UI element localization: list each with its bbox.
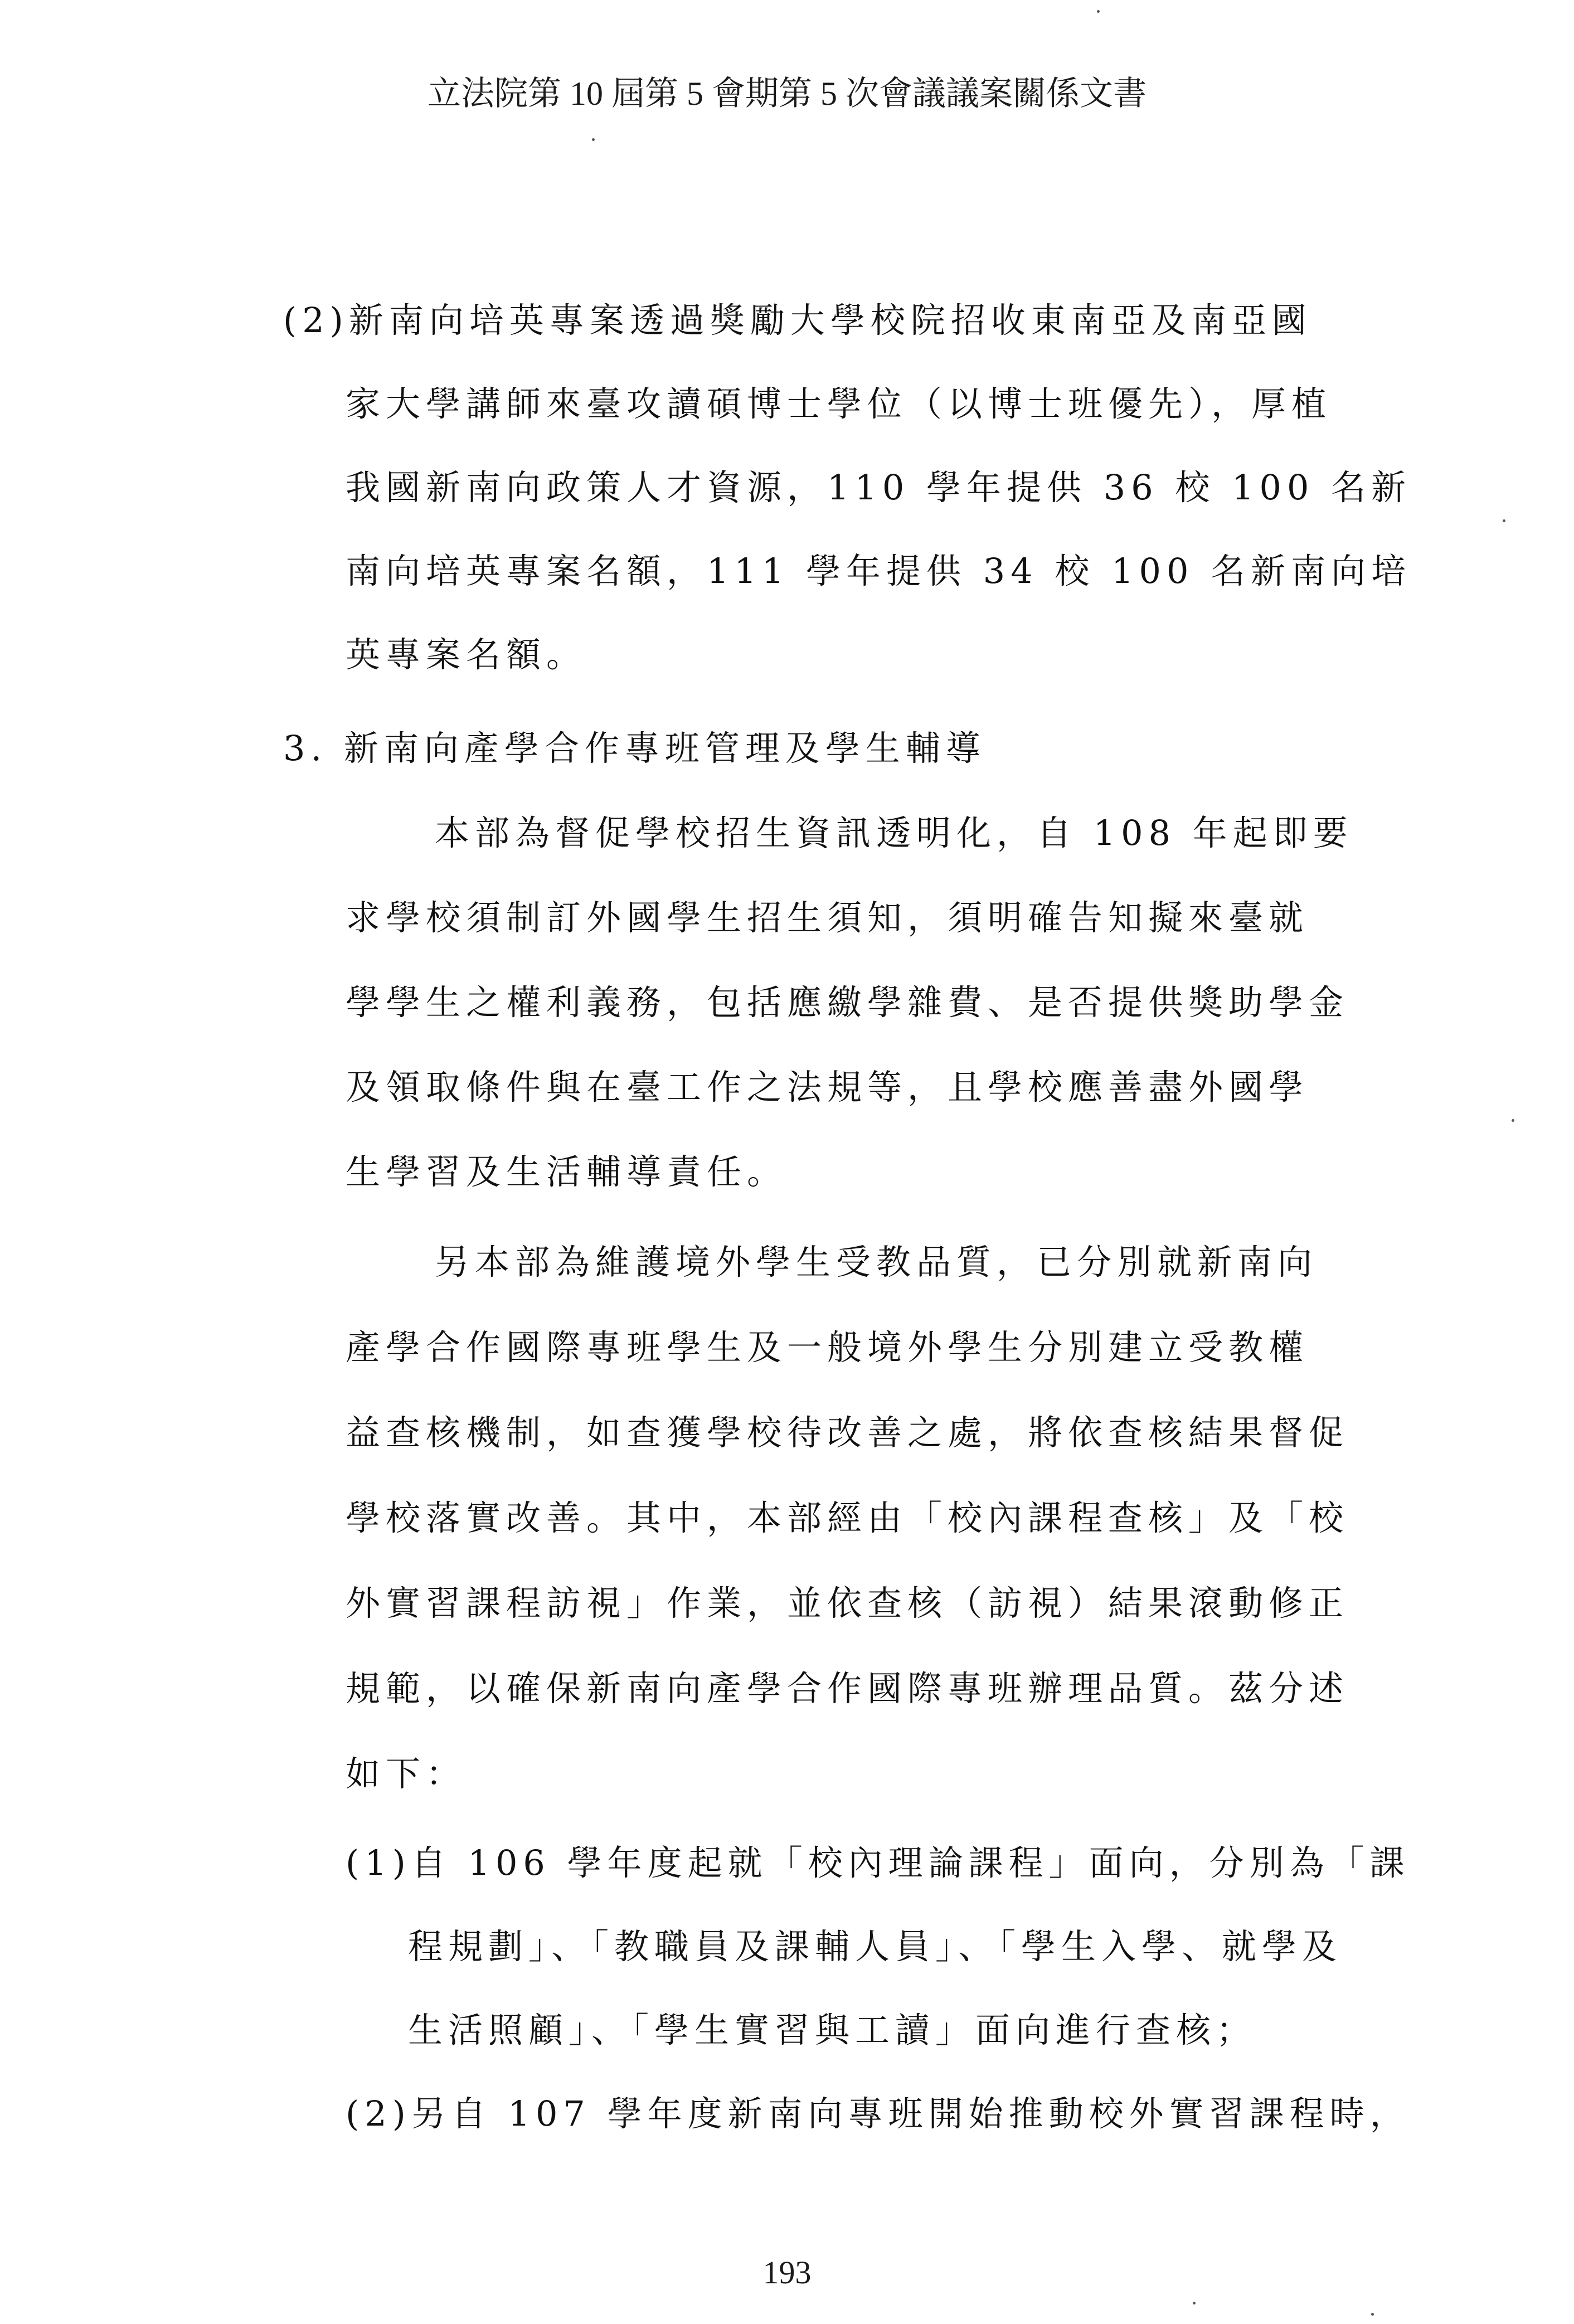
list-item-2-line-1: (2)新南向培英專案透過獎勵大學校院招收東南亞及南亞國 (283, 300, 1312, 341)
page-number: 193 (762, 2254, 812, 2291)
paragraph-1-line-3: 學學生之權利義務，包括應繳學雜費、是否提供獎助學金 (346, 982, 1349, 1023)
paragraph-2-line-4: 學校落實改善。其中，本部經由「校內課程查核」及「校 (346, 1498, 1349, 1538)
paragraph-2-line-6: 規範，以確保新南向產學合作國際專班辦理品質。茲分述 (346, 1668, 1349, 1709)
scan-speck (1193, 2302, 1196, 2304)
sub-item-1-line-2: 程規劃」、「教職員及課輔人員」、「學生入學、就學及 (408, 1926, 1343, 1967)
list-item-2-line-3: 我國新南向政策人才資源，110 學年提供 36 校 100 名新 (346, 467, 1412, 508)
paragraph-2-line-1: 另本部為維護境外學生受教品質，已分別就新南向 (435, 1242, 1318, 1282)
paragraph-1-line-2: 求學校須制訂外國學生招生須知，須明確告知擬來臺就 (346, 897, 1309, 938)
sub-item-1-line-1: (1)自 106 學年度起就「校內理論課程」面向，分別為「課 (346, 1842, 1410, 1883)
document-header: 立法院第 10 屆第 5 會期第 5 次會議議案關係文書 (427, 75, 1147, 112)
paragraph-2-line-2: 產學合作國際專班學生及一般境外學生分別建立受教權 (346, 1327, 1309, 1368)
scan-speck (1097, 10, 1100, 13)
paragraph-2-line-5: 外實習課程訪視」作業，並依查核（訪視）結果滾動修正 (346, 1583, 1349, 1623)
list-item-2-line-5: 英專案名額。 (346, 634, 587, 675)
scan-speck (1512, 1119, 1514, 1122)
list-item-2-line-2: 家大學講師來臺攻讀碩博士學位（以博士班優先），厚植 (346, 383, 1332, 424)
list-item-2-line-4: 南向培英專案名額，111 學年提供 34 校 100 名新南向培 (346, 551, 1412, 591)
paragraph-1-line-1: 本部為督促學校招生資訊透明化，自 108 年起即要 (435, 813, 1353, 853)
scan-speck (1371, 2313, 1374, 2316)
sub-item-1-line-3: 生活照顧」、「學生實習與工讀」面向進行查核； (408, 2010, 1257, 2050)
paragraph-1-line-4: 及領取條件與在臺工作之法規等，且學校應善盡外國學 (346, 1067, 1309, 1107)
paragraph-2-line-7: 如下： (346, 1753, 467, 1794)
section-heading-3: 3. 新南向產學合作專班管理及學生輔導 (283, 728, 986, 769)
paragraph-2-line-3: 益查核機制，如查獲學校待改善之處，將依查核結果督促 (346, 1412, 1349, 1453)
scan-speck (1503, 519, 1505, 522)
scan-speck (592, 138, 595, 141)
sub-item-2-line-1: (2)另自 107 學年度新南向專班開始推動校外實習課程時， (346, 2093, 1410, 2134)
paragraph-1-line-5: 生學習及生活輔導責任。 (346, 1151, 788, 1192)
